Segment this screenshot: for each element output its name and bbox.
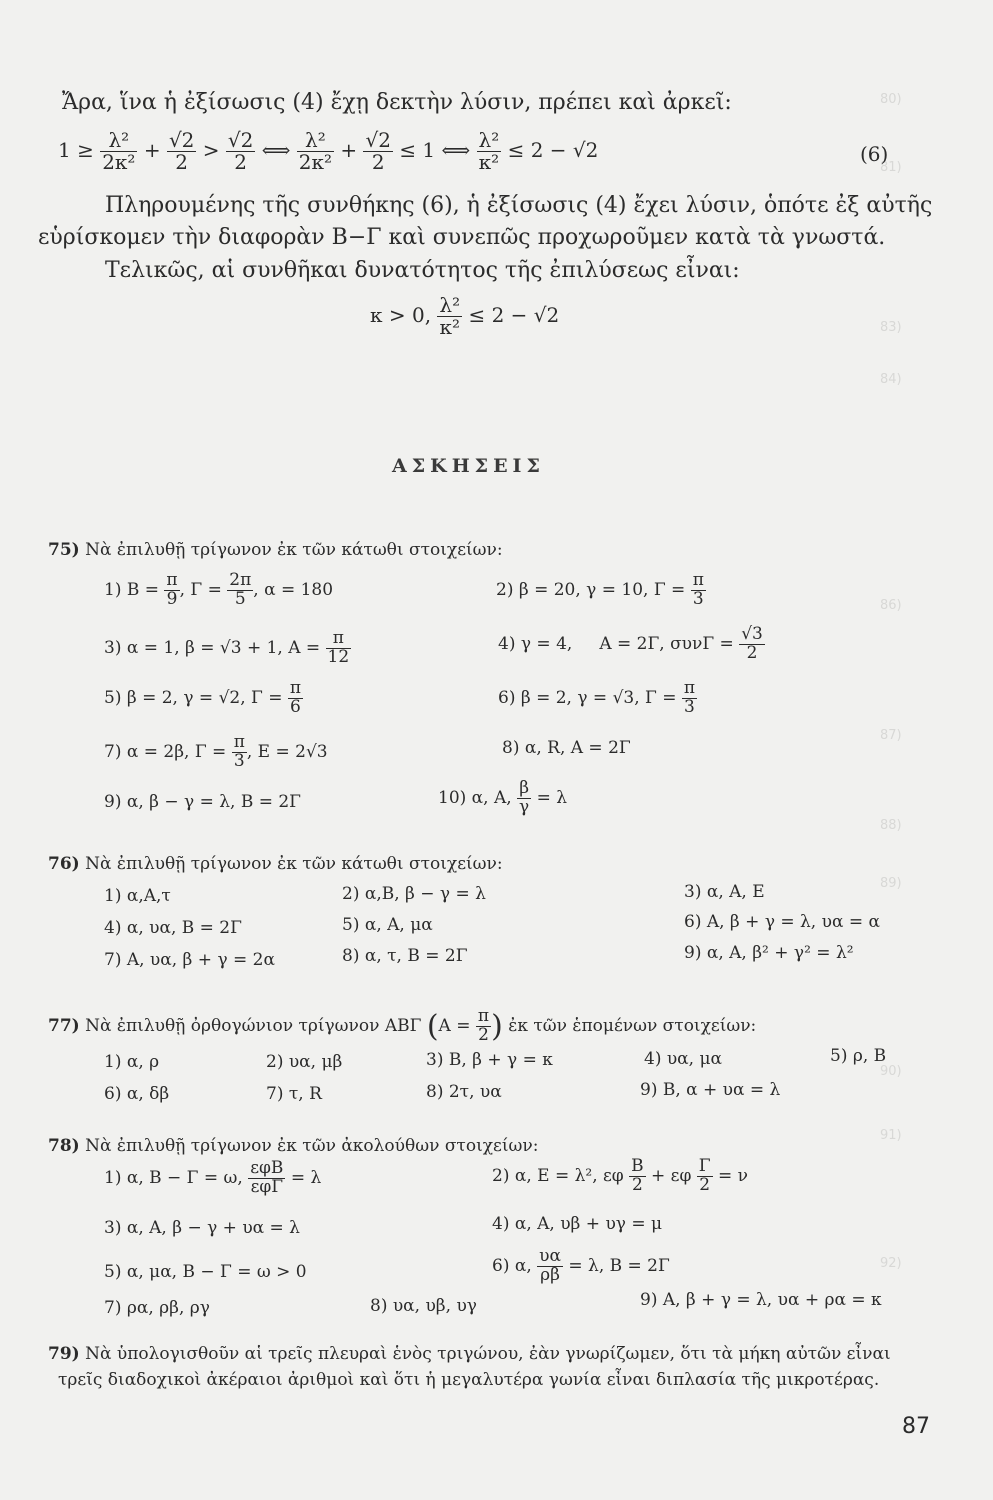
eq-term: κ > 0, [370, 303, 432, 327]
exercise-item: 3) Β, β + γ = κ [426, 1050, 553, 1070]
exercise-text: Νὰ ἐπιλυθῇ τρίγωνον ἐκ τῶν κάτωθι στοιχείων: [85, 540, 503, 560]
equation-number: (6) [860, 142, 889, 166]
eq-term: ⟺ [261, 138, 291, 162]
exercise-number: 75) [48, 540, 80, 560]
exercise-item: 6) α, δβ [104, 1084, 170, 1104]
exercise-item: 5) α, μα, Β − Γ = ω > 0 [104, 1262, 307, 1282]
exercise-item: 5) ρ, Β [830, 1046, 887, 1066]
exercise-item: 1) α, ρ [104, 1052, 160, 1072]
exercise-item: 10) α, Α, $\frac{\beta}{\gamma}$ = λ [438, 778, 568, 817]
eq-term: ≤ 2 − √2 [507, 138, 599, 162]
exercise-text: Νὰ ἐπιλυθῇ τρίγωνον ἐκ τῶν ἀκολούθων στοιχείων: [85, 1136, 539, 1156]
exercise-item: 7) τ, R [266, 1084, 322, 1104]
exercise-item: 6) Α, β + γ = λ, υα = α [684, 912, 880, 932]
exercise-text: Νὰ ἐπιλυθῇ ὀρθογώνιον τρίγωνον ΑΒΓ [85, 1015, 422, 1036]
exercise-79-line [48, 1344, 891, 1364]
bleed-through: 84) [880, 372, 902, 387]
page-number: 87 [902, 1414, 930, 1439]
exercise-item: 3) α = 1, β = √3 + 1, Α = $\frac{\pi}{12}$ [104, 628, 350, 667]
intro-line: Τελικῶς, αἱ συνθῆκαι δυνατότητος τῆς ἐπιλύσεως εἶναι: [105, 258, 740, 283]
fraction: $\frac{√2}{2}$ [227, 128, 254, 174]
exercise-item: 6) α, $\frac{\upsilon\alpha}{\rho\beta}$ = λ, Β = 2Γ [492, 1246, 670, 1285]
exercise-item: 9) Α, β + γ = λ, υα + ρα = κ [640, 1290, 882, 1310]
exercise-item: 1) α,Α,τ [104, 886, 171, 906]
fraction: $\frac{\text{λ²}}{\text{2κ²}}$ [102, 128, 136, 174]
exercise-item: 6) β = 2, γ = √3, Γ = $\frac{\pi}{3}$ [498, 678, 696, 717]
fraction: $\frac{√2}{2}$ [365, 128, 391, 174]
bleed-through: 87) [880, 728, 902, 743]
exercise-number: 79) [48, 1344, 80, 1364]
exercise-item: 3) α, Α, Ε [684, 882, 765, 902]
exercise-item: 4) υα, μα [644, 1049, 723, 1069]
fraction: $\frac{\text{λ²}}{\text{κ²}}$ [478, 128, 500, 174]
eq-term: ≤ 1 [399, 138, 436, 162]
exercise-item: 7) α = 2β, Γ = $\frac{\pi}{3}$ , Ε = 2√3 [104, 732, 328, 771]
bleed-through: 81) [880, 160, 902, 175]
exercise-78-header [48, 1136, 538, 1156]
exercise-item: 7) ρα, ρβ, ργ [104, 1298, 210, 1318]
bleed-through: 91) [880, 1128, 902, 1143]
bleed-through: 89) [880, 876, 902, 891]
bleed-through: 83) [880, 320, 902, 335]
exercise-item: 2) υα, μβ [266, 1052, 343, 1072]
exercise-item: 1) Β = $\frac{\pi}{9}$ , Γ = $\frac{2\pi}{5}$ , α = 180 [104, 570, 334, 609]
fraction: $\frac{\text{λ²}}{\text{κ²}}$ [439, 293, 461, 339]
eq-term: > [202, 138, 220, 162]
exercise-75-header [48, 540, 503, 560]
exercise-text: Νὰ ἐπιλυθῇ τρίγωνον ἐκ τῶν κάτωθι στοιχείων: [85, 854, 503, 874]
exercise-item: 2) β = 20, γ = 10, Γ = $\frac{\pi}{3}$ [496, 570, 704, 609]
bleed-through: 86) [880, 598, 902, 613]
exercise-item: 8) α, R, Α = 2Γ [502, 738, 631, 758]
exercise-number: 78) [48, 1136, 80, 1156]
exercise-item: 8) υα, υβ, υγ [370, 1296, 477, 1316]
exercise-item: 7) Α, υα, β + γ = 2α [104, 950, 275, 970]
exercise-item: 9) Β, α + υα = λ [640, 1080, 781, 1100]
fraction: $\frac{\text{λ²}}{\text{2κ²}}$ [298, 128, 332, 174]
exercise-item: 5) β = 2, γ = √2, Γ = $\frac{\pi}{6}$ [104, 678, 302, 717]
intro-line: Ἄρα, ἵνα ἡ ἐξίσωσις (4) ἔχῃ δεκτὴν λύσιν, πρέπει καὶ ἀρκεῖ: [62, 90, 732, 115]
exercise-item: 4) α, Α, υβ + υγ = μ [492, 1214, 663, 1234]
bleed-through: 90) [880, 1064, 902, 1079]
exercise-item: 9) α, β − γ = λ, Β = 2Γ [104, 792, 301, 812]
exercise-item: 1) α, Β − Γ = ω, $\frac{\text{εφΒ}}{\text{εφΓ}}$ = λ [104, 1158, 322, 1197]
exercise-item: 4) α, υα, Β = 2Γ [104, 918, 242, 938]
exercise-number: 76) [48, 854, 80, 874]
bleed-through: 80) [880, 92, 902, 107]
intro-line: εὑρίσκομεν τὴν διαφορὰν Β−Γ καὶ συνεπῶς προχωροῦμεν κατὰ τὰ γνωστά. [38, 225, 886, 250]
exercise-item: 5) α, Α, μα [342, 915, 433, 935]
exercise-item: 2) α,Β, β − γ = λ [342, 884, 486, 904]
equation-6 [58, 130, 598, 173]
exercise-item: 9) α, Α, β² + γ² = λ² [684, 943, 854, 963]
bleed-through: 92) [880, 1256, 902, 1271]
eq-term: 1 ≥ [58, 138, 94, 162]
fraction: $\frac{√2}{2}$ [168, 128, 195, 174]
exercise-item: 8) 2τ, υα [426, 1082, 502, 1102]
exercise-77-header: 77) Νὰ ἐπιλυθῇ ὀρθογώνιον τρίγωνον ΑΒΓ (Α = $\frac{\pi}{2}$ ) ἐκ τῶν ἑπομένων στοιχείων: [48, 1006, 757, 1045]
eq-term: + [143, 138, 161, 162]
eq-term: + [340, 138, 358, 162]
condition-formula [370, 295, 559, 338]
exercise-item: 8) α, τ, Β = 2Γ [342, 946, 468, 966]
eq-term: ⟺ [441, 138, 471, 162]
intro-line: Πληρουμένης τῆς συνθήκης (6), ἡ ἐξίσωσις (4) ἔχει λύσιν, ὁπότε ἐξ αὐτῆς [105, 193, 933, 218]
exercise-79-line: τρεῖς διαδοχικοὶ ἀκέραιοι ἀριθμοὶ καὶ ὅτι ἡ μεγαλυτέρα γωνία εἶναι διπλασία τῆς μικροτέρας. [58, 1370, 880, 1390]
exercise-item: 3) α, Α, β − γ + υα = λ [104, 1218, 300, 1238]
section-title: ΑΣΚΗΣΕΙΣ [392, 455, 545, 477]
eq-term: ≤ 2 − √2 [468, 303, 560, 327]
exercise-item: 2) α, Ε = λ², εφ $\frac{B}{2}$ + εφ $\frac{\Gamma}{2}$ = ν [492, 1156, 748, 1195]
exercise-text: Νὰ ὑπολογισθοῦν αἱ τρεῖς πλευραὶ ἑνὸς τριγώνου, ἐὰν γνωρίζωμεν, ὅτι τὰ μήκη αὐτῶν εἶναι [85, 1344, 891, 1364]
exercise-text: ἐκ τῶν ἑπομένων στοιχείων: [508, 1015, 757, 1036]
exercise-item: 4) γ = 4, Α = 2Γ, συνΓ = $\frac{√3}{2}$ [498, 624, 763, 663]
bleed-through: 88) [880, 818, 902, 833]
exercise-76-header [48, 854, 503, 874]
exercise-number: 77) [48, 1015, 80, 1036]
